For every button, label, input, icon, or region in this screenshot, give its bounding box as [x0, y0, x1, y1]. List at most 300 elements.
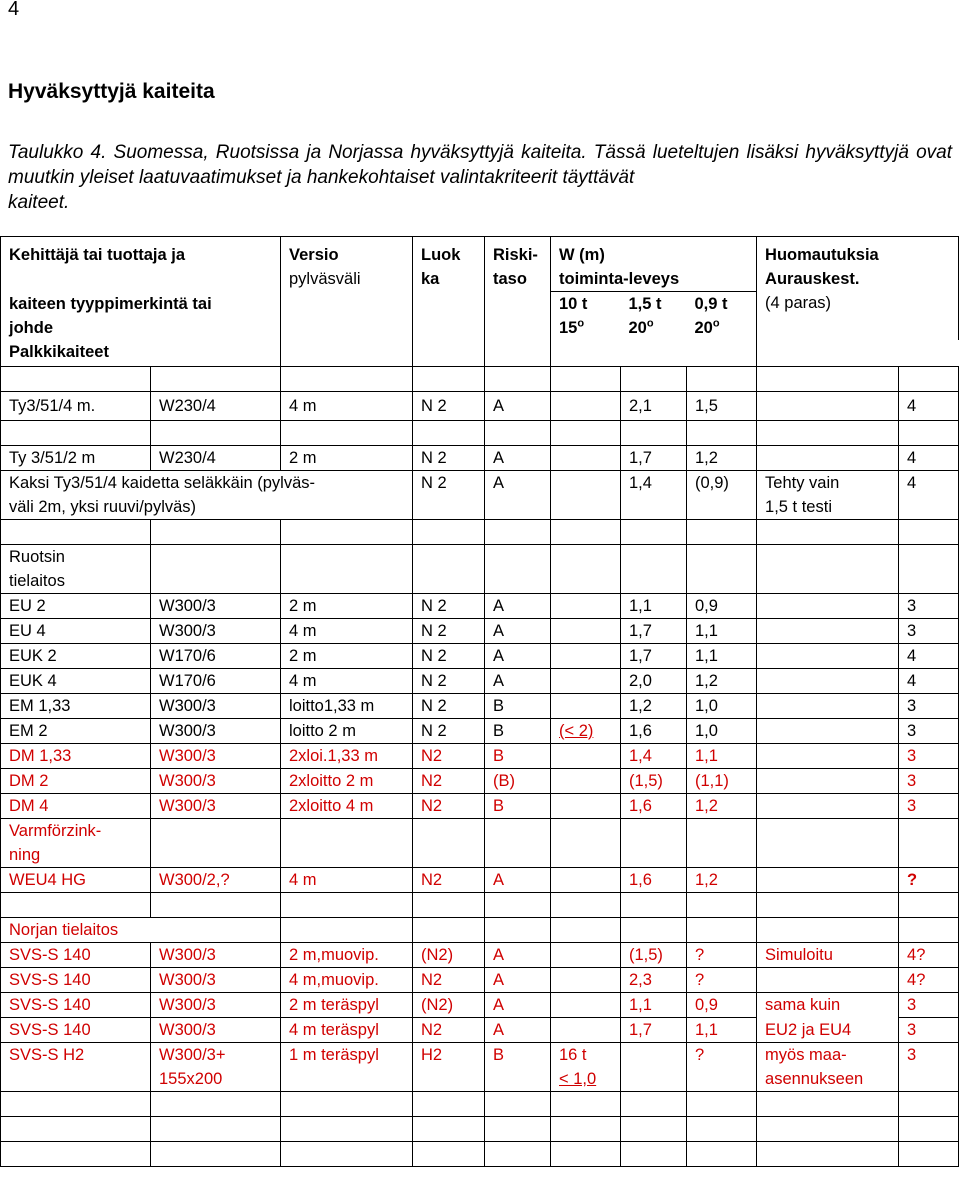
- table-cell: [551, 644, 621, 669]
- header-producer: Kehittäjä tai tuottaja ja: [1, 237, 281, 292]
- table-cell: [551, 769, 621, 794]
- table-caption: [8, 140, 952, 215]
- table-cell: W300/3: [151, 619, 281, 644]
- header-version: Versio pylväsväli: [281, 237, 413, 341]
- table-cell: [757, 893, 899, 918]
- table-cell: W300/3: [151, 744, 281, 769]
- table-cell: [757, 819, 899, 868]
- table-cell: [687, 1117, 757, 1142]
- table-cell: [281, 367, 413, 392]
- table-cell: [757, 594, 899, 619]
- table-cell: [757, 918, 899, 943]
- table-cell: 1 m teräspyl: [281, 1043, 413, 1092]
- table-cell: 1,0: [687, 694, 757, 719]
- table-cell: 3: [899, 744, 959, 769]
- table-cell: [551, 1142, 621, 1167]
- header-w1-angle: 15$^o$: [551, 316, 621, 340]
- table-cell: 4: [899, 669, 959, 694]
- table-cell: W230/4: [151, 392, 281, 421]
- table-cell: 1,7: [621, 446, 687, 471]
- table-cell: [757, 719, 899, 744]
- table-cell: [413, 1142, 485, 1167]
- table-cell: [485, 918, 551, 943]
- section-row-galvanized: [1, 819, 959, 868]
- header-class: Luok ka: [413, 237, 485, 341]
- table-cell: [899, 520, 959, 545]
- table-cell: 4?: [899, 968, 959, 993]
- table-cell: [899, 367, 959, 392]
- table-cell: 4?: [899, 943, 959, 968]
- table-cell: [1, 1117, 151, 1142]
- table-cell: [151, 893, 281, 918]
- table-cell: 1,2: [687, 868, 757, 893]
- table-cell: [551, 594, 621, 619]
- table-cell: W300/3: [151, 968, 281, 993]
- table-cell: A: [485, 943, 551, 968]
- table-cell: [413, 819, 485, 868]
- table-cell: [551, 943, 621, 968]
- table-cell: [621, 1142, 687, 1167]
- table-cell: [413, 918, 485, 943]
- section-row-norway: [1, 918, 959, 943]
- table-cell: 3: [899, 719, 959, 744]
- table-cell: [621, 918, 687, 943]
- table-cell: [281, 340, 413, 367]
- table-cell: [899, 1142, 959, 1167]
- table-cell: (N2): [413, 993, 485, 1018]
- table-cell: [281, 545, 413, 594]
- table-row: [1, 744, 959, 769]
- table-cell: [757, 392, 899, 421]
- table-cell: SVS-S 140: [1, 993, 151, 1018]
- table-cell: [485, 1142, 551, 1167]
- table-cell: [551, 868, 621, 893]
- table-row: [1, 1043, 959, 1092]
- table-cell: (N2): [413, 943, 485, 968]
- table-cell: 3: [899, 794, 959, 819]
- table-cell: (< 2): [551, 719, 621, 744]
- table-cell: sama kuin: [757, 993, 899, 1018]
- table-cell: W300/3: [151, 993, 281, 1018]
- table-cell: A: [485, 446, 551, 471]
- table-cell: ?: [687, 968, 757, 993]
- table-cell: [757, 694, 899, 719]
- table-cell: [551, 968, 621, 993]
- section-row-sweden: [1, 545, 959, 594]
- table-cell: W300/3: [151, 794, 281, 819]
- table-cell: [621, 1117, 687, 1142]
- table-cell: Tehty vain 1,5 t testi: [757, 471, 899, 520]
- table-row: [1, 694, 959, 719]
- table-cell: [551, 392, 621, 421]
- table-row: [1, 594, 959, 619]
- table-cell: [485, 421, 551, 446]
- table-cell: [899, 918, 959, 943]
- table-cell: EM 2: [1, 719, 151, 744]
- table-cell: [899, 421, 959, 446]
- table-cell: 1,6: [621, 719, 687, 744]
- table-cell: W230/4: [151, 446, 281, 471]
- table-cell: DM 1,33: [1, 744, 151, 769]
- header-producer-2: kaiteen tyyppimerkintä tai: [1, 292, 281, 317]
- table-cell: 2,0: [621, 669, 687, 694]
- page-number: 4: [8, 0, 20, 20]
- table-cell: [551, 367, 621, 392]
- table-row: [1, 769, 959, 794]
- table-cell: [151, 1117, 281, 1142]
- table-cell: W300/2,?: [151, 868, 281, 893]
- table-cell: 1,2: [687, 669, 757, 694]
- table-cell: [757, 367, 899, 392]
- table-cell: [687, 520, 757, 545]
- table-cell: B: [485, 744, 551, 769]
- table-cell: 1,1: [621, 993, 687, 1018]
- table-cell: [757, 520, 899, 545]
- table-cell: 3: [899, 769, 959, 794]
- table-cell: [551, 918, 621, 943]
- table-cell: [621, 421, 687, 446]
- table-cell: (B): [485, 769, 551, 794]
- table-cell: 3: [899, 619, 959, 644]
- table-cell: W300/3: [151, 694, 281, 719]
- table-cell: [413, 545, 485, 594]
- header-w2: 1,5 t: [621, 292, 687, 317]
- table-cell: 3: [899, 1043, 959, 1092]
- table-cell: [757, 1117, 899, 1142]
- table-cell: 1,1: [687, 644, 757, 669]
- table-cell: [621, 819, 687, 868]
- table-cell: 3: [899, 594, 959, 619]
- table-cell: [551, 819, 621, 868]
- table-cell: N2: [413, 968, 485, 993]
- header-section-beam: Palkkikaiteet: [1, 340, 281, 367]
- table-cell: [413, 520, 485, 545]
- table-cell: [281, 918, 413, 943]
- table-cell: [757, 446, 899, 471]
- table-cell: [1, 893, 151, 918]
- table-cell: [413, 1117, 485, 1142]
- table-cell: [621, 520, 687, 545]
- table-cell: SVS-S H2: [1, 1043, 151, 1092]
- table-cell: [551, 1117, 621, 1142]
- table-cell: 1,1: [687, 744, 757, 769]
- table-cell: SVS-S 140: [1, 1018, 151, 1043]
- table-cell: N 2: [413, 594, 485, 619]
- table-cell: 4 m: [281, 619, 413, 644]
- table-cell: [687, 893, 757, 918]
- table-row: [1, 446, 959, 471]
- table-cell: [551, 446, 621, 471]
- header-risk: Riski- taso: [485, 237, 551, 341]
- table-cell: [757, 744, 899, 769]
- table-cell: [485, 1117, 551, 1142]
- table-cell: [413, 421, 485, 446]
- table-cell: W300/3: [151, 943, 281, 968]
- table-cell: 1,5: [687, 392, 757, 421]
- table-cell: A: [485, 392, 551, 421]
- table-cell: A: [485, 1018, 551, 1043]
- table-cell: Varmförzink- ning: [1, 819, 151, 868]
- table-cell: [757, 619, 899, 644]
- table-cell: [413, 340, 485, 367]
- table-cell: [899, 545, 959, 594]
- table-cell: DM 2: [1, 769, 151, 794]
- table-cell: 2 m: [281, 446, 413, 471]
- caption-line-2: kaiteet.: [8, 192, 70, 213]
- table-cell: [899, 1092, 959, 1117]
- table-cell: [551, 545, 621, 594]
- table-cell: N 2: [413, 644, 485, 669]
- table-cell: [413, 367, 485, 392]
- table-cell: [757, 340, 959, 367]
- table-cell: 1,0: [687, 719, 757, 744]
- table-row: [1, 1018, 959, 1043]
- table-cell: [621, 893, 687, 918]
- table-cell: [485, 545, 551, 594]
- header-width: W (m) toiminta-leveys: [551, 237, 757, 292]
- table-row: [1, 993, 959, 1018]
- table-cell: A: [485, 993, 551, 1018]
- table-row: [1, 644, 959, 669]
- table-cell: [1, 1092, 151, 1117]
- table-cell: W300/3: [151, 719, 281, 744]
- table-cell: [551, 619, 621, 644]
- table-cell: Ruotsin tielaitos: [1, 545, 151, 594]
- table-cell: N2: [413, 744, 485, 769]
- table-cell: W300/3+ 155x200: [151, 1043, 281, 1092]
- header-w2-angle: 20$^o$: [628, 317, 654, 337]
- table-cell: [757, 669, 899, 694]
- table-cell: N2: [413, 868, 485, 893]
- header-w3-angle: 20$^o$: [687, 316, 757, 340]
- table-cell: [899, 1117, 959, 1142]
- table-cell: loitto 2 m: [281, 719, 413, 744]
- table-cell: [551, 669, 621, 694]
- table-cell: 4 m,muovip.: [281, 968, 413, 993]
- table-cell: N2: [413, 794, 485, 819]
- table-row: [1, 719, 959, 744]
- table-row: [1, 868, 959, 893]
- table-cell: N 2: [413, 392, 485, 421]
- table-cell: N2: [413, 1018, 485, 1043]
- table-cell: [899, 819, 959, 868]
- table-cell: [687, 1092, 757, 1117]
- table-cell: 1,4: [621, 744, 687, 769]
- table-cell: [151, 421, 281, 446]
- table-cell: [687, 421, 757, 446]
- table-cell: Norjan tielaitos: [1, 918, 281, 943]
- table-row: [1, 794, 959, 819]
- table-row: [1, 669, 959, 694]
- table-cell: H2: [413, 1043, 485, 1092]
- table-cell: (1,1): [687, 769, 757, 794]
- table-cell: 2 m teräspyl: [281, 993, 413, 1018]
- table-cell: [551, 471, 621, 520]
- table-cell: loitto1,33 m: [281, 694, 413, 719]
- section-heading: Hyväksyttyjä kaiteita: [8, 80, 215, 103]
- table-cell: 4: [899, 446, 959, 471]
- table-cell: EU2 ja EU4: [757, 1018, 899, 1043]
- table-cell: [757, 644, 899, 669]
- table-row: [1, 968, 959, 993]
- table-cell: [151, 367, 281, 392]
- table-cell: 4: [899, 644, 959, 669]
- table-cell: [485, 520, 551, 545]
- table-cell: A: [485, 868, 551, 893]
- table-cell: A: [485, 669, 551, 694]
- table-cell: 1,4: [621, 471, 687, 520]
- table-row: [1, 471, 959, 520]
- table-cell: N 2: [413, 446, 485, 471]
- table-cell: [413, 893, 485, 918]
- table-cell: 1,7: [621, 644, 687, 669]
- table-cell: ?: [687, 943, 757, 968]
- table-cell: 4 m teräspyl: [281, 1018, 413, 1043]
- table-cell: [899, 893, 959, 918]
- header-producer-3: johde: [1, 316, 281, 340]
- table-cell: [687, 367, 757, 392]
- table-cell: [757, 421, 899, 446]
- table-cell: EU 4: [1, 619, 151, 644]
- table-cell: 4 m: [281, 868, 413, 893]
- table-cell: 1,6: [621, 794, 687, 819]
- table-cell: 4 m: [281, 669, 413, 694]
- table-cell: 3: [899, 694, 959, 719]
- header-w1: 10 t: [551, 292, 621, 317]
- table-cell: [621, 545, 687, 594]
- table-cell: [281, 1092, 413, 1117]
- table-cell: Simuloitu: [757, 943, 899, 968]
- table-cell: N 2: [413, 619, 485, 644]
- table-cell: [551, 893, 621, 918]
- table-cell: 4: [899, 471, 959, 520]
- table-cell: A: [485, 968, 551, 993]
- table-header: [1, 237, 959, 292]
- table-cell: Ty3/51/4 m.: [1, 392, 151, 421]
- table-cell: [281, 1117, 413, 1142]
- table-cell: W170/6: [151, 644, 281, 669]
- table-cell: [551, 340, 757, 367]
- table-cell: 0,9: [687, 993, 757, 1018]
- table-cell: [151, 545, 281, 594]
- table-cell: A: [485, 619, 551, 644]
- table-cell: [757, 968, 899, 993]
- table-cell: 1,2: [687, 446, 757, 471]
- header-notes: Huomautuksia Aurauskest. (4 paras): [757, 237, 959, 341]
- table-cell: [551, 694, 621, 719]
- table-cell: N 2: [413, 719, 485, 744]
- table-cell: [551, 421, 621, 446]
- table-cell: N 2: [413, 669, 485, 694]
- table-cell: [485, 340, 551, 367]
- table-cell: EUK 2: [1, 644, 151, 669]
- table-cell: 3: [899, 1018, 959, 1043]
- table-cell: [621, 1043, 687, 1092]
- table-cell: [551, 794, 621, 819]
- table-cell: [485, 819, 551, 868]
- table-cell: [1, 367, 151, 392]
- table-cell: N 2: [413, 471, 485, 520]
- table-cell: 3: [899, 993, 959, 1018]
- table-cell: [687, 1142, 757, 1167]
- table-cell: [151, 819, 281, 868]
- table-cell: Ty 3/51/2 m: [1, 446, 151, 471]
- table-cell: [757, 545, 899, 594]
- table-cell: [151, 520, 281, 545]
- table-cell: 2 m,muovip.: [281, 943, 413, 968]
- table-cell: [1, 421, 151, 446]
- table-cell: 1,7: [621, 1018, 687, 1043]
- table-cell: [687, 918, 757, 943]
- table-cell: [281, 421, 413, 446]
- table-cell: B: [485, 1043, 551, 1092]
- caption-line-1: Taulukko 4. Suomessa, Ruotsissa ja Norjassa hyväksyttyjä kaiteita. Tässä lueteltujen lisäksi hyväksyttyjä ovat muutkin yleiset laatuvaatimukset ja hankekohtaiset valintakriteerit täyttävät: [8, 142, 952, 188]
- table-cell: [687, 819, 757, 868]
- table-cell: [621, 367, 687, 392]
- table-cell: W170/6: [151, 669, 281, 694]
- table-cell: [281, 1142, 413, 1167]
- table-cell: [151, 1142, 281, 1167]
- table-cell: [485, 1092, 551, 1117]
- table-cell: A: [485, 594, 551, 619]
- table-cell: ?: [687, 1043, 757, 1092]
- table-cell: [1, 520, 151, 545]
- table-cell: [551, 1092, 621, 1117]
- table-cell: 2,3: [621, 968, 687, 993]
- table-cell: [413, 1092, 485, 1117]
- table-cell: (1,5): [621, 943, 687, 968]
- table-cell: [551, 1018, 621, 1043]
- table-cell: [281, 520, 413, 545]
- table-cell: [757, 868, 899, 893]
- table-cell: DM 4: [1, 794, 151, 819]
- table-cell: 2xloitto 2 m: [281, 769, 413, 794]
- table-cell: 1,2: [687, 794, 757, 819]
- table-cell: W300/3: [151, 1018, 281, 1043]
- table-cell: 1,1: [621, 594, 687, 619]
- table-cell: 1,2: [621, 694, 687, 719]
- table-cell: 2xloi.1,33 m: [281, 744, 413, 769]
- table-cell: [757, 794, 899, 819]
- table-cell: [687, 545, 757, 594]
- table-cell: 1,7: [621, 619, 687, 644]
- table-cell: 2 m: [281, 644, 413, 669]
- table-cell: A: [485, 471, 551, 520]
- guardrail-table: [0, 236, 959, 1167]
- table-row: [1, 619, 959, 644]
- table-cell: [485, 893, 551, 918]
- table-row: [1, 392, 959, 421]
- table-cell: [485, 367, 551, 392]
- table-cell: (0,9): [687, 471, 757, 520]
- table-cell: B: [485, 694, 551, 719]
- table-cell: [1, 1142, 151, 1167]
- table-cell: N2: [413, 769, 485, 794]
- table-cell: [757, 1142, 899, 1167]
- table-cell: EUK 4: [1, 669, 151, 694]
- table-cell: [281, 893, 413, 918]
- table-cell: [551, 520, 621, 545]
- table-cell: 1,1: [687, 1018, 757, 1043]
- table-cell: (1,5): [621, 769, 687, 794]
- table-cell: [551, 744, 621, 769]
- table-cell: N 2: [413, 694, 485, 719]
- table-cell: 1,6: [621, 868, 687, 893]
- table-cell: B: [485, 719, 551, 744]
- table-cell: [281, 819, 413, 868]
- table-cell: Kaksi Ty3/51/4 kaidetta seläkkäin (pylväs- väli 2m, yksi ruuvi/pylväs): [1, 471, 413, 520]
- table-cell: EU 2: [1, 594, 151, 619]
